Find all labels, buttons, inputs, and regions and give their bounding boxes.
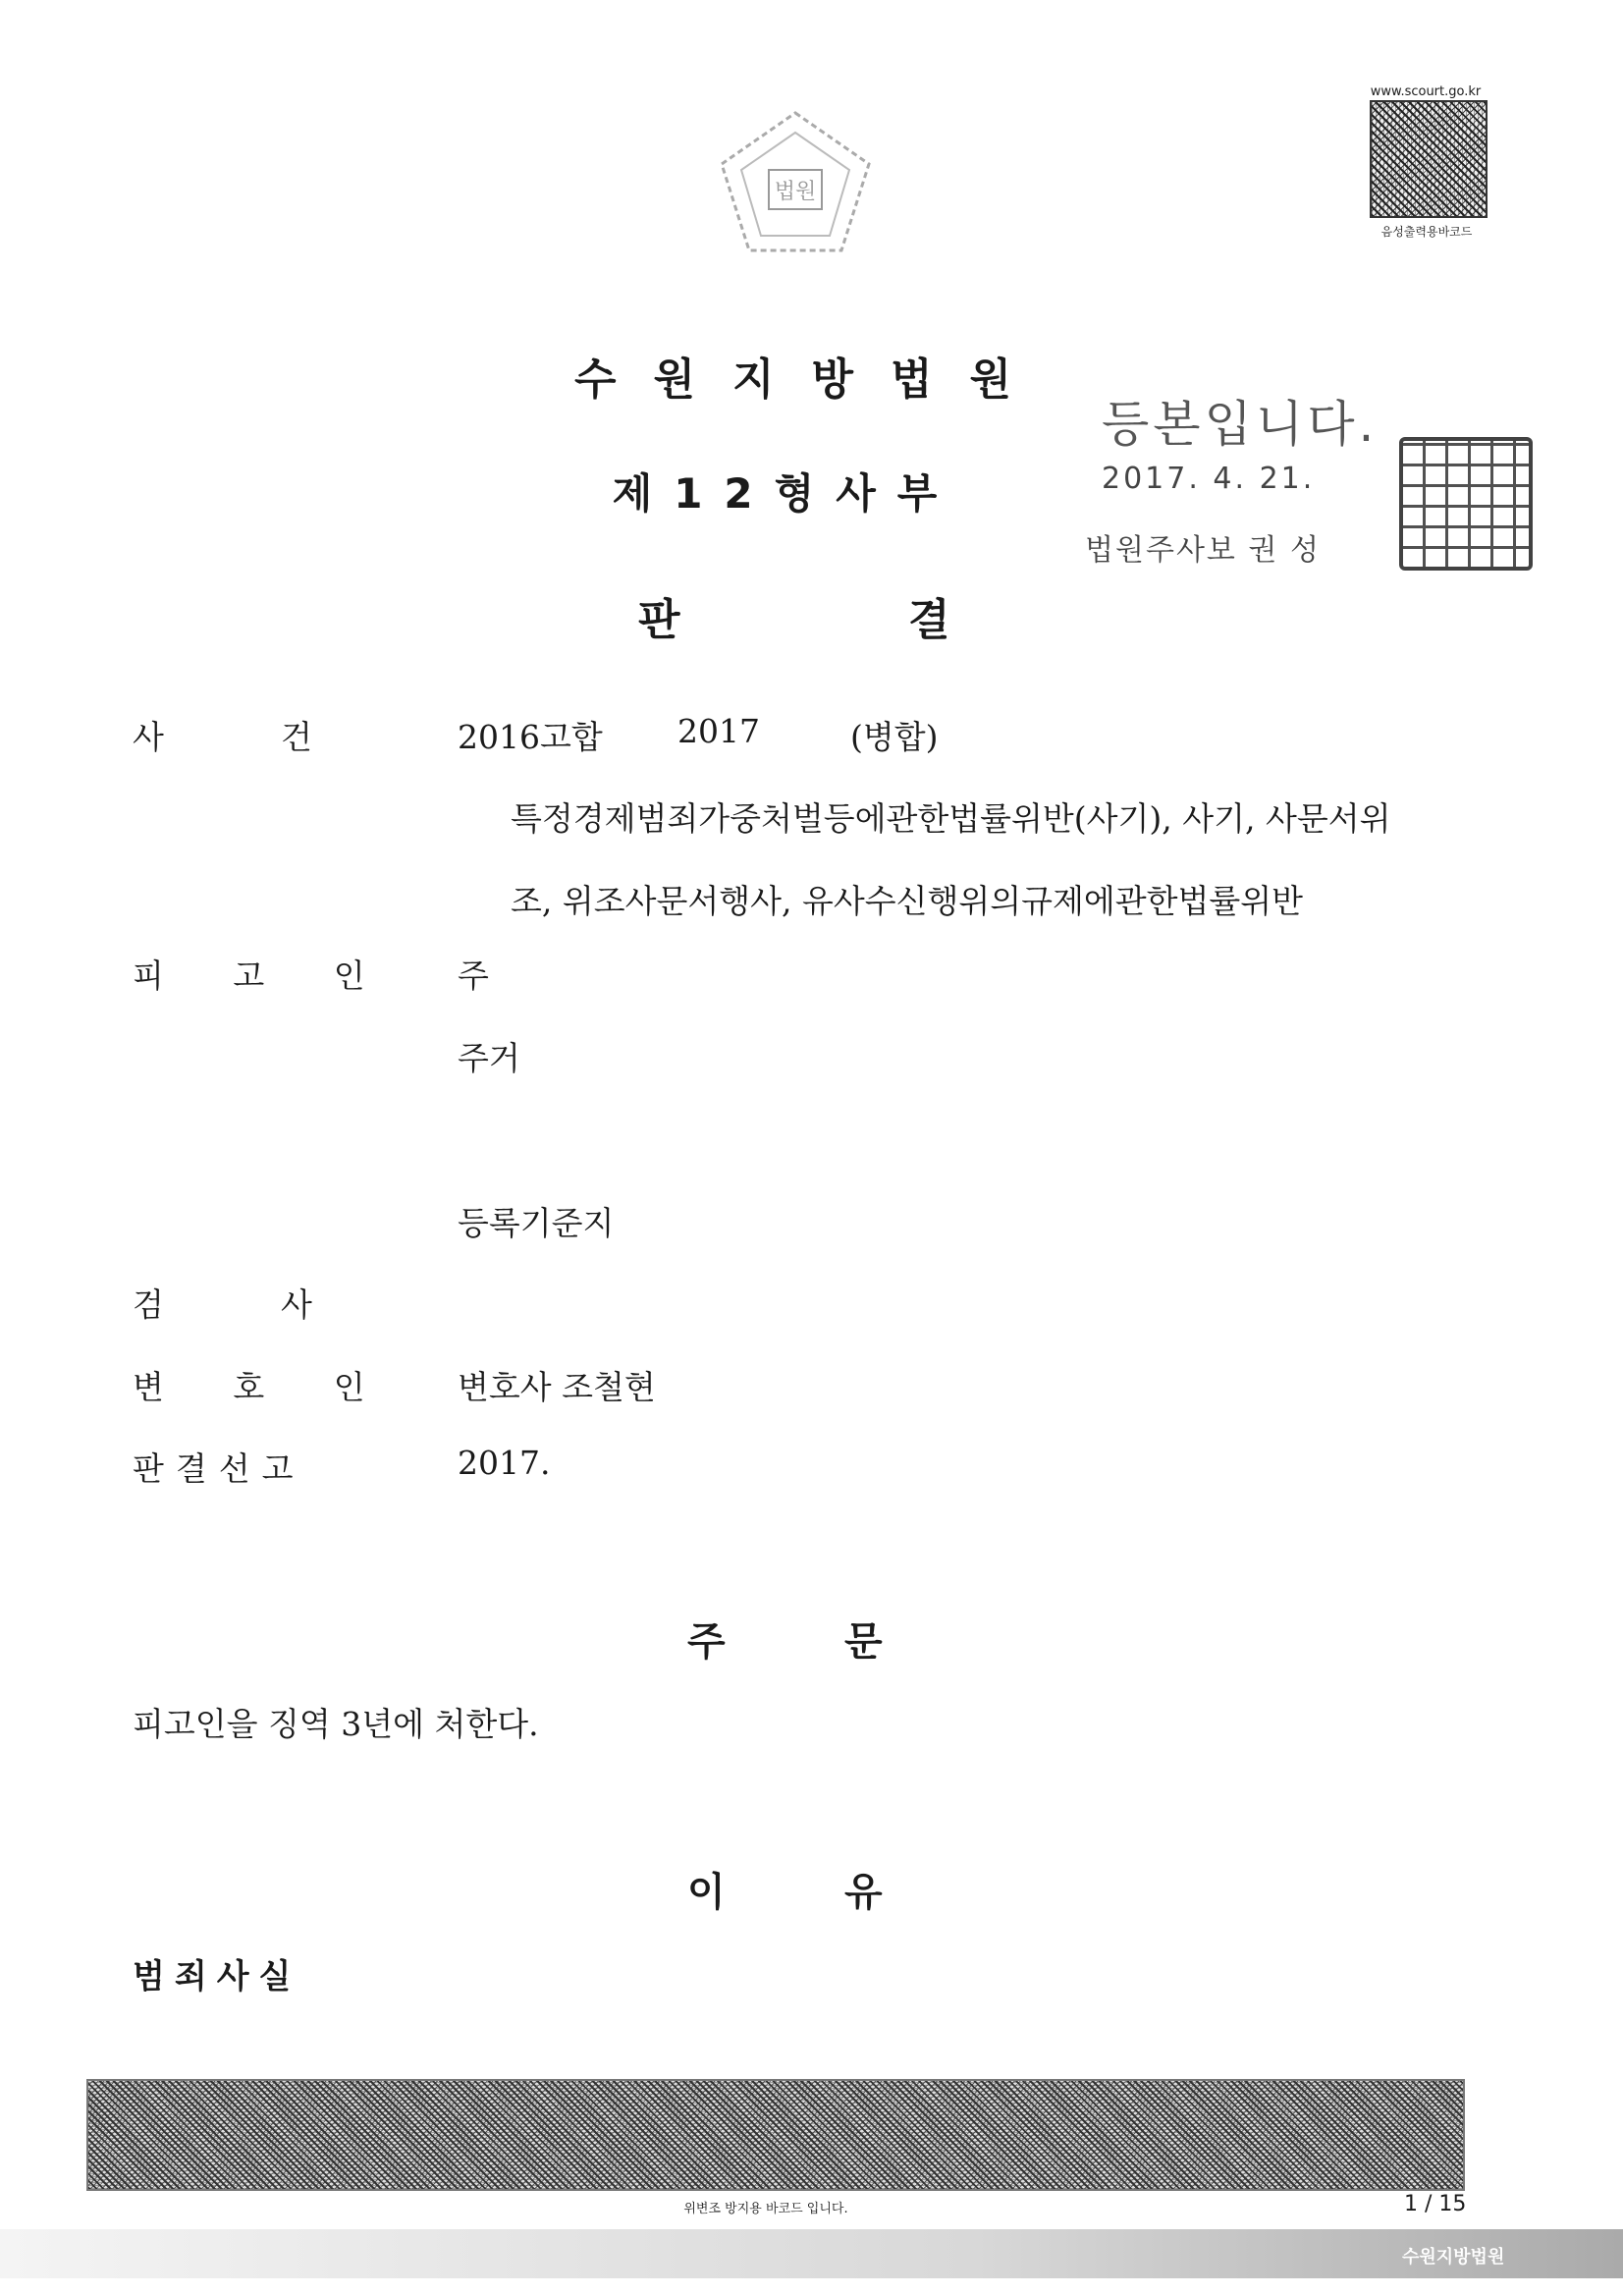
court-watermark: 수원지방법원 [1402,2247,1505,2268]
certification-date: 2017. 4. 21. [1102,462,1316,496]
judgment-title-left: 판 [638,595,680,645]
case-merged: (병합) [850,718,939,756]
defendant-name: 주 [458,957,489,995]
reasons-subhead: 범죄사실 [133,1957,301,1996]
qr-caption: 음성출력용바코드 [1380,225,1473,239]
counsel-label: 변 호 인 [133,1368,395,1406]
registration-label: 등록기준지 [458,1204,615,1242]
case-number-prefix: 2016고합 [458,718,603,756]
order-head-left: 주 [687,1619,726,1665]
site-url: www.scourt.go.kr [1370,84,1482,99]
defendant-label: 피 고 인 [133,957,395,995]
case-charges-line1: 특정경제범죄가중처벌등에관한법률위반(사기), 사기, 사문서위 [511,799,1391,838]
seal-text [1403,441,1529,567]
court-name: 수원지방법원 [573,355,1050,405]
voice-qr-code [1370,100,1488,218]
division: 제12형사부 [612,469,959,518]
anti-forgery-barcode [86,2079,1465,2191]
case-charges-line2: 조, 위조사문서행사, 유사수신행위의규제에관한법률위반 [511,882,1304,920]
certification-title: 등본입니다. [1102,396,1379,453]
sentencing-value: 2017. [458,1444,551,1482]
order-text: 피고인을 징역 3년에 처한다. [133,1705,539,1743]
reasons-head-right: 유 [844,1870,883,1915]
page-number: 1 / 15 [1404,2192,1467,2216]
residence-label: 주거 [458,1039,520,1077]
prosecutor-label-1: 검 [133,1285,164,1324]
case-label-1: 사 [133,718,164,756]
case-label-2: 건 [281,718,312,756]
emblem-label: 법원 [774,180,817,204]
case-number-2017: 2017 [677,712,760,750]
order-head-right: 문 [844,1619,883,1665]
judgment-title-right: 결 [908,595,950,645]
sentencing-label: 판결선고 [133,1449,305,1488]
barcode-caption: 위변조 방지용 바코드 입니다. [683,2202,848,2216]
certification-clerk: 법원주사보 권 성 [1085,533,1321,568]
court-seal [1399,437,1533,571]
court-emblem [712,103,879,265]
counsel-value: 변호사 조철현 [458,1368,656,1406]
reasons-head-left: 이 [687,1870,726,1915]
bottom-strip [0,2229,1623,2278]
prosecutor-label-2: 사 [281,1285,312,1324]
